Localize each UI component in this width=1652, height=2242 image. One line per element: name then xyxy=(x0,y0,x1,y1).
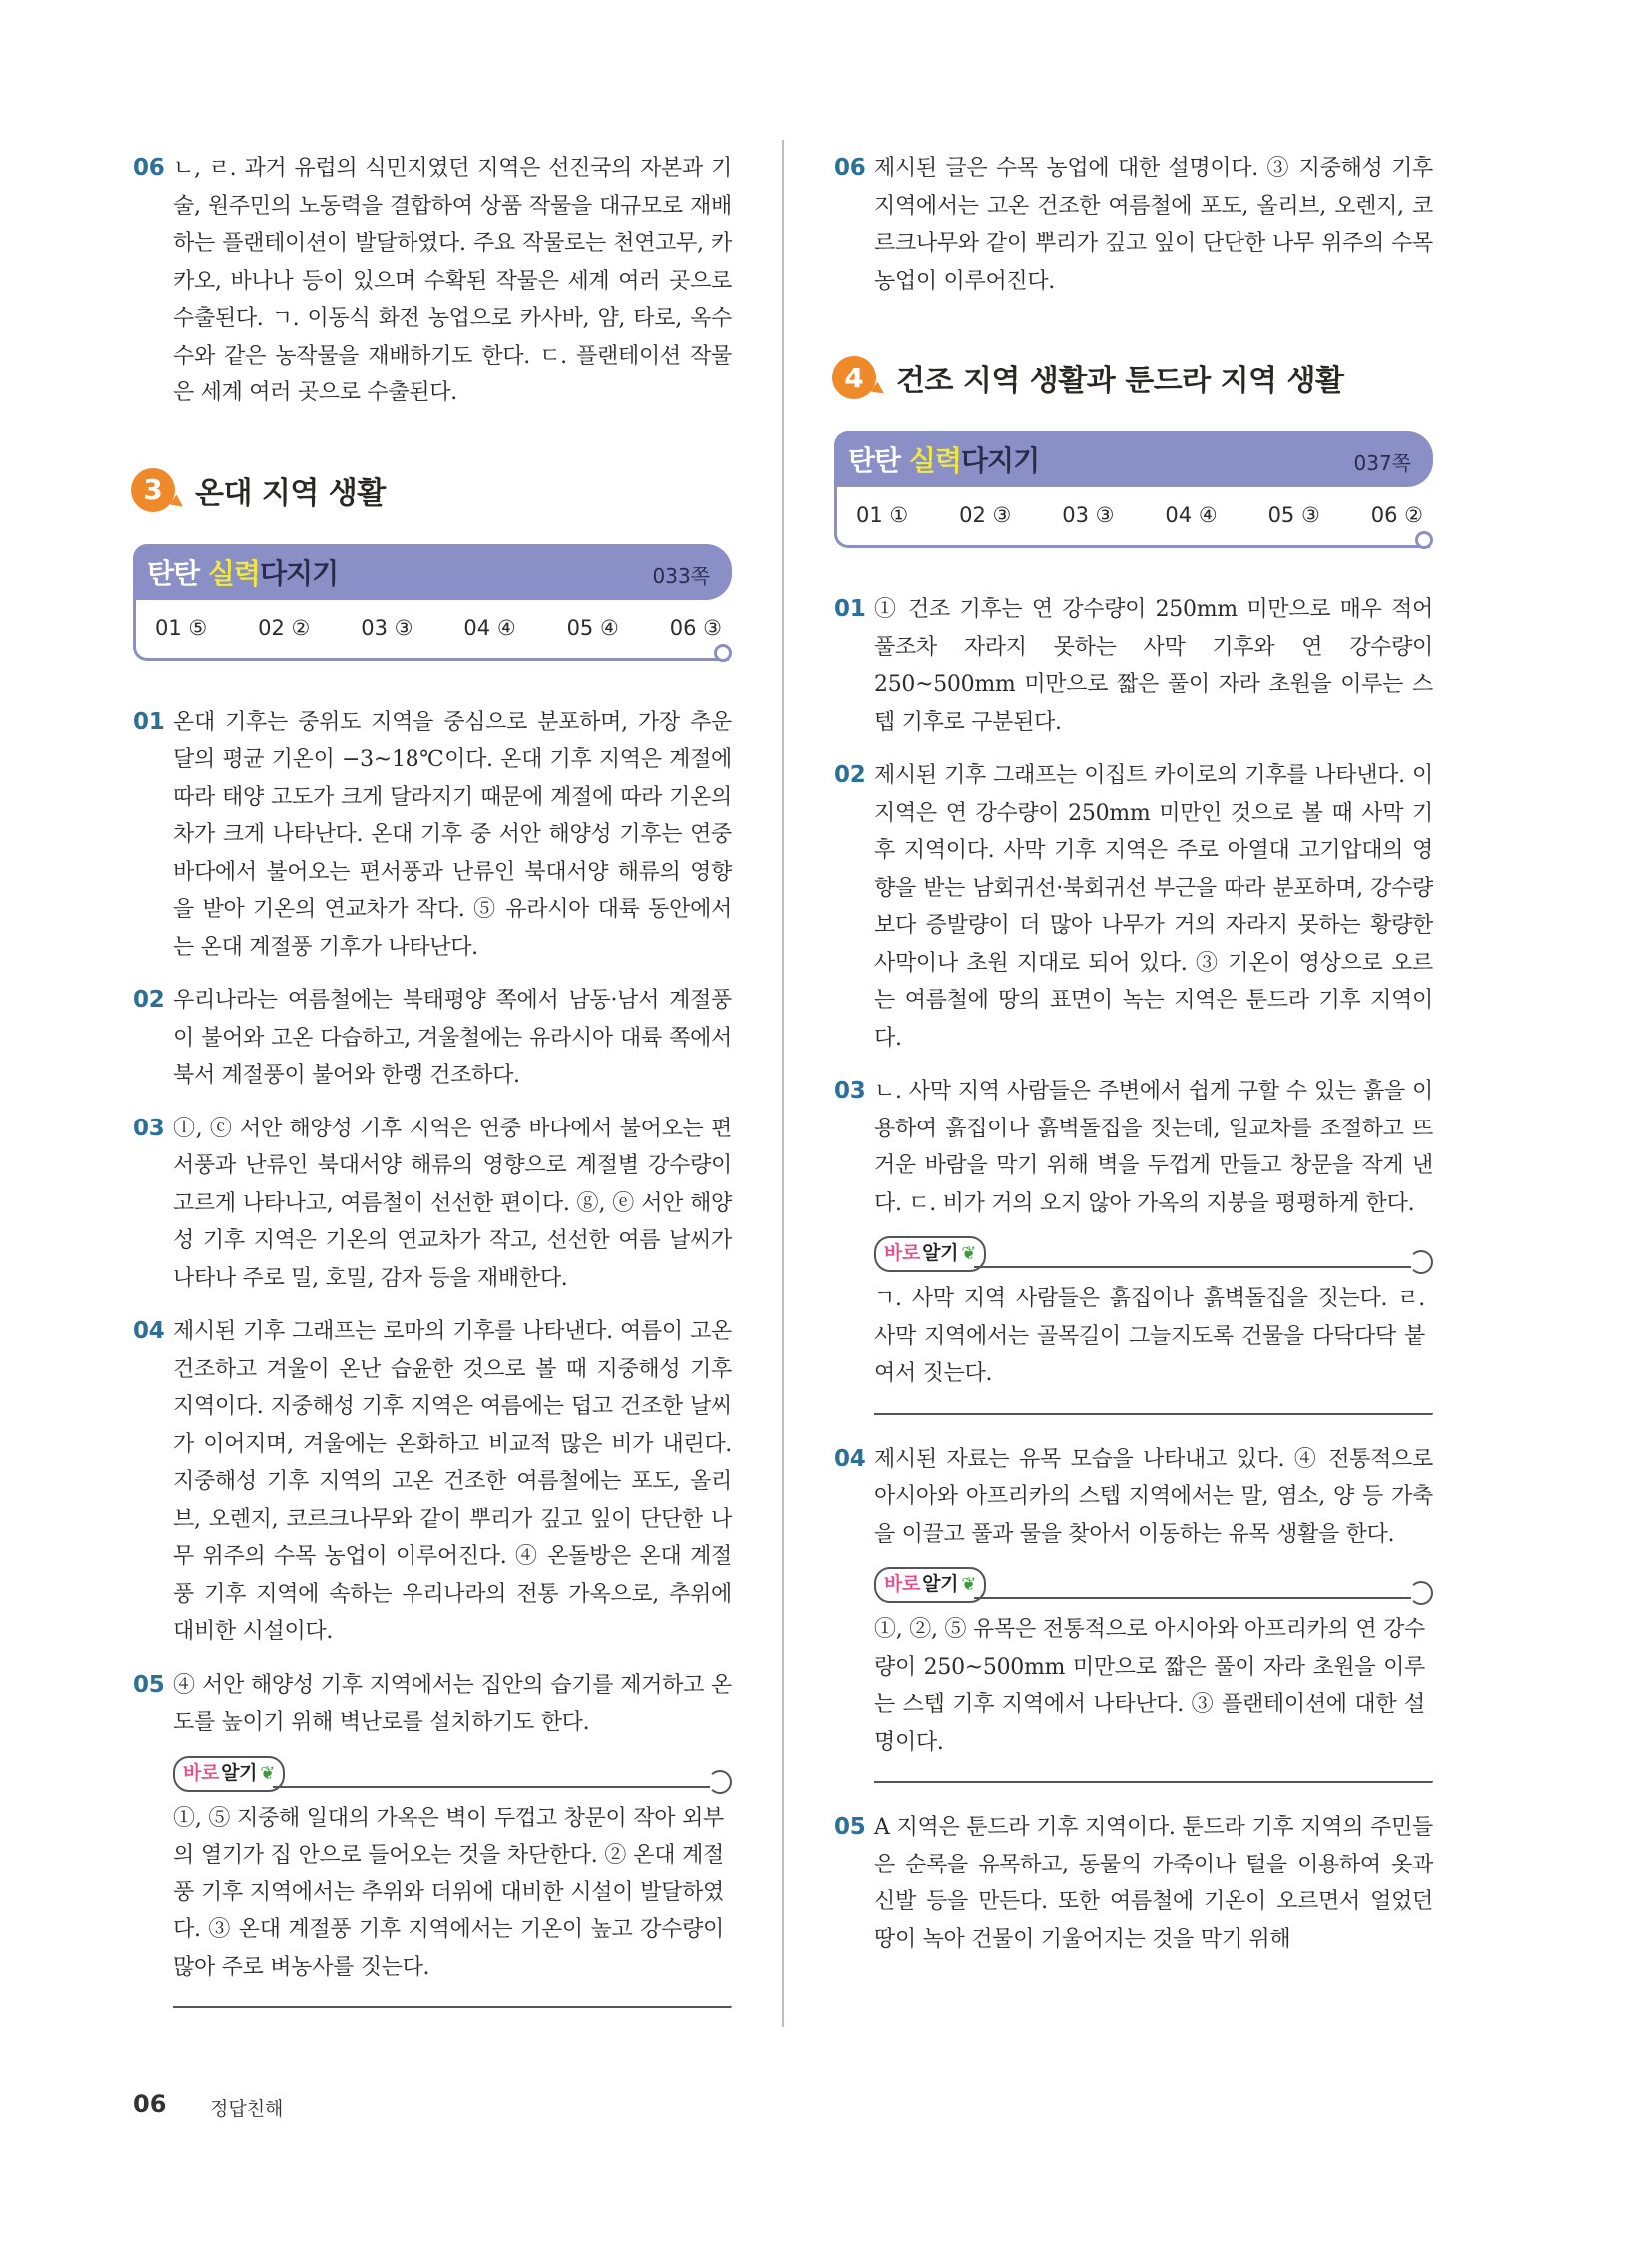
page-reference: 037쪽 xyxy=(1353,451,1411,475)
baro-algi-tag: 바로 알기 ❦ xyxy=(874,1236,986,1272)
sprout-icon: ❦ xyxy=(961,1243,977,1265)
answer-item: 05 ③ xyxy=(1267,503,1320,527)
entry-text: ④ 서안 해양성 기후 지역에서는 집안의 습기를 제거하고 온도를 높이기 위해 벽난로를 설치하기도 한다. xyxy=(173,1672,732,1735)
entry-text: 제시된 자료는 유목 모습을 나타내고 있다. ④ 전통적으로 아시아와 아프리카의 스텝 지역에서는 말, 염소, 양 등 가축을 이끌고 풀과 물을 찾아서 이동하는 유목 생활을 한다. xyxy=(874,1446,1433,1547)
baro-algi-note xyxy=(874,1232,1433,1415)
section-title: 건조 지역 생활과 툰드라 지역 생활 xyxy=(896,364,1344,398)
page-reference: 033쪽 xyxy=(652,563,710,588)
entry-number: 01 xyxy=(834,596,866,622)
skill-answer-box xyxy=(834,431,1433,549)
baro-algi-note xyxy=(874,1563,1433,1783)
entry-text: 우리나라는 여름철에는 북태평양 쪽에서 남동·남서 계절풍이 불어와 고온 다습하고, 겨울철에는 유라시아 대륙 쪽에서 북서 계절풍이 불어와 한랭 건조하다. xyxy=(173,988,732,1088)
entry-number: 05 xyxy=(834,1814,866,1840)
entry-number: 03 xyxy=(133,1115,165,1141)
decorative-dot-icon xyxy=(1415,531,1433,549)
answer-item: 01 ⑤ xyxy=(155,615,208,640)
answer-item: 04 ④ xyxy=(463,615,516,640)
entry-text: ⓛ, ⓒ 서안 해양성 기후 지역은 연중 바다에서 불어오는 편서풍과 난류인 북대서양 해류의 영향으로 계절별 강수량이 고르게 나타나고, 여름철이 선선한 편이다. ⓖ, ⓔ 서안 해양성 기후 지역은 기온의 연교차가 작고, 선선한 여름 날씨가 나타나 주로 밀, 호밀, 감자 등을 재배한다. xyxy=(173,1116,732,1291)
answer-entry-04 xyxy=(133,1313,732,1651)
answer-entry-02 xyxy=(133,982,732,1095)
answer-entry-03 xyxy=(133,1111,732,1298)
page-number: 06 xyxy=(133,2090,167,2118)
skill-answer-box xyxy=(133,544,732,662)
answer-entry-06 xyxy=(133,150,732,412)
entry-number: 02 xyxy=(834,762,866,788)
entry-text: 제시된 기후 그래프는 이집트 카이로의 기후를 나타낸다. 이 지역은 연 강수량이 250mm 미만인 것으로 볼 때 사막 기후 지역이다. 사막 기후 지역은 주로 아열대 고기압대의 영향을 받는 남회귀선·북회귀선 부근을 따라 분포하며, 강수량보다 증발량이 더 많아 나무가 거의 자라지 못하는 황량한 사막이나 초원 지대로 되어 있다. ③ 기온이 영상으로 오르는 여름철에 땅의 표면이 녹는 지역은 툰드라 기후 지역이다. xyxy=(874,763,1433,1051)
baro-algi-note xyxy=(173,1752,732,2009)
entry-text: A 지역은 툰드라 기후 지역이다. 툰드라 기후 지역의 주민들은 순록을 유목하고, 동물의 가죽이나 털을 이용하여 옷과 신발 등을 만든다. 또한 여름철에 기온이 오르면서 얼었던 땅이 녹아 건물이 기울어지는 것을 막기 위해 xyxy=(874,1815,1433,1952)
section-number-badge: 3 xyxy=(131,468,175,512)
answer-item: 06 ② xyxy=(1370,503,1423,527)
note-rule-bottom xyxy=(173,2006,732,2008)
skill-box-title: 탄탄 실력다지기 xyxy=(848,444,1040,477)
entry-number: 03 xyxy=(834,1078,866,1104)
entry-number: 02 xyxy=(133,987,165,1013)
right-column xyxy=(834,150,1433,1974)
note-rule-bottom xyxy=(874,1413,1433,1415)
note-rule xyxy=(974,1266,1411,1268)
sprout-icon: ❦ xyxy=(260,1762,276,1784)
skill-box-title: 탄탄 실력다지기 xyxy=(147,556,339,590)
entry-number: 04 xyxy=(133,1318,165,1344)
answer-entry-01 xyxy=(133,704,732,967)
entry-text: ㄴ, ㄹ. 과거 유럽의 식민지였던 지역은 선진국의 자본과 기술, 원주민의 노동력을 결합하여 상품 작물을 대규모로 재배하는 플랜테이션이 발달하였다. 주요 작물로는 천연고무, 카카오, 바나나 등이 있으며 수확된 작물은 세계 여러 곳으로 수출된다. ㄱ. 이동식 화전 농업으로 카사바, 얌, 타로, 옥수수와 같은 농작물을 재배하기도 한다. ㄷ. 플랜테이션 작물은 세계 여러 곳으로 수출된다. xyxy=(173,156,732,405)
answer-item: 03 ③ xyxy=(361,615,413,640)
answer-entry-05 xyxy=(133,1667,732,1742)
entry-number: 05 xyxy=(133,1671,165,1698)
sprout-icon: ❦ xyxy=(961,1574,977,1596)
entry-text: 온대 기후는 중위도 지역을 중심으로 분포하며, 가장 추운 달의 평균 기온이 −3~18℃이다. 온대 기후 지역은 계절에 따라 태양 고도가 크게 달라지기 때문에 계절에 따라 기온의 차가 크게 나타난다. 온대 기후 중 서안 해양성 기후는 연중 바다에서 불어오는 편서풍과 난류인 북대서양 해류의 영향을 받아 기온의 연교차가 작다. ⑤ 유라시아 대륙 동안에서는 온대 계절풍 기후가 나타난다. xyxy=(173,709,732,960)
answer-entry-06 xyxy=(834,150,1433,300)
note-rule xyxy=(273,1786,710,1788)
note-rule xyxy=(974,1597,1411,1599)
answer-entry-04 xyxy=(834,1441,1433,1554)
column-divider xyxy=(782,140,784,2027)
baro-algi-tag: 바로 알기 ❦ xyxy=(173,1756,285,1792)
baro-algi-tag: 바로 알기 ❦ xyxy=(874,1567,986,1603)
entry-text: 제시된 기후 그래프는 로마의 기후를 나타낸다. 여름이 고온 건조하고 겨울이 온난 습윤한 것으로 볼 때 지중해성 기후 지역이다. 지중해성 기후 지역은 여름에는 덥고 건조한 날씨가 이어지며, 겨울에는 온화하고 비교적 많은 비가 내린다. 지중해성 기후 지역의 고온 건조한 여름철에는 포도, 올리브, 오렌지, 코르크나무와 같이 뿌리가 깊고 잎이 단단한 나무 위주의 수목 농업이 이루어진다. ④ 온돌방은 온대 계절풍 기후 지역에 속하는 우리나라의 전통 가옥으로, 추위에 대비한 시설이다. xyxy=(173,1319,732,1644)
answer-item: 02 ② xyxy=(258,615,311,640)
curl-icon xyxy=(1409,1581,1433,1605)
section-header-4 xyxy=(832,350,1433,405)
decorative-dot-icon xyxy=(714,644,732,662)
section-number-badge: 4 xyxy=(832,356,876,399)
curl-icon xyxy=(708,1770,732,1794)
entry-number: 06 xyxy=(133,155,165,181)
entry-text: ㄴ. 사막 지역 사람들은 주변에서 쉽게 구할 수 있는 흙을 이용하여 흙집이나 흙벽돌집을 짓는데, 일교차를 조절하고 뜨거운 바람을 막기 위해 벽을 두껍게 만들고 창문을 작게 낸다. ㄷ. 비가 거의 오지 않아 가옥의 지붕을 평평하게 한다. xyxy=(874,1079,1433,1216)
answer-item: 04 ④ xyxy=(1165,503,1218,527)
answer-item: 03 ③ xyxy=(1062,503,1115,527)
answer-entry-03 xyxy=(834,1073,1433,1222)
entry-text: 제시된 글은 수목 농업에 대한 설명이다. ③ 지중해성 기후 지역에서는 고온 건조한 여름철에 포도, 올리브, 오렌지, 코르크나무와 같이 뿌리가 깊고 잎이 단단한 나무 위주의 수목 농업이 이루어진다. xyxy=(874,156,1433,294)
section-header-3 xyxy=(131,462,732,518)
section-title: 온대 지역 생활 xyxy=(195,475,386,511)
entry-number: 04 xyxy=(834,1445,866,1472)
left-column xyxy=(133,150,732,2034)
entry-text: ① 건조 기후는 연 강수량이 250mm 미만으로 매우 적어 풀조차 자라지 못하는 사막 기후와 연 강수량이 250~500mm 미만으로 짧은 풀이 자라 초원을 이루는 스텝 기후로 구분된다. xyxy=(874,597,1433,735)
answer-list xyxy=(856,503,1423,527)
answer-entry-01 xyxy=(834,591,1433,741)
note-text: ①, ②, ⑤ 유목은 전통적으로 아시아와 아프리카의 연 강수량이 250~500mm 미만으로 짧은 풀이 자라 초원을 이루는 스텝 기후 지역에서 나타난다. ③ 플랜테이션에 대한 설명이다. xyxy=(874,1617,1425,1755)
note-rule-bottom xyxy=(874,1781,1433,1783)
note-text: ①, ⑤ 지중해 일대의 가옥은 벽이 두껍고 창문이 작아 외부의 열기가 집 안으로 들어오는 것을 차단한다. ② 온대 계절풍 기후 지역에서는 추위와 더위에 대비한 시설이 발달하였다. ③ 온대 계절풍 기후 지역에서는 기온이 높고 강수량이 많아 주로 벼농사를 짓는다. xyxy=(173,1805,724,1980)
answer-item: 05 ④ xyxy=(566,615,619,640)
answer-item: 06 ③ xyxy=(669,615,722,640)
answer-item: 01 ① xyxy=(856,503,909,527)
answer-entry-02 xyxy=(834,757,1433,1057)
answer-item: 02 ③ xyxy=(959,503,1012,527)
entry-number: 06 xyxy=(834,155,866,181)
answer-entry-05 xyxy=(834,1809,1433,1958)
entry-number: 01 xyxy=(133,708,165,735)
note-text: ㄱ. 사막 지역 사람들은 흙집이나 흙벽돌집을 짓는다. ㄹ. 사막 지역에서는 골목길이 그늘지도록 건물을 다닥다닥 붙여서 짓는다. xyxy=(874,1286,1425,1386)
curl-icon xyxy=(1409,1250,1433,1274)
answer-list xyxy=(155,616,722,640)
book-label: 정답친해 xyxy=(210,2098,284,2120)
